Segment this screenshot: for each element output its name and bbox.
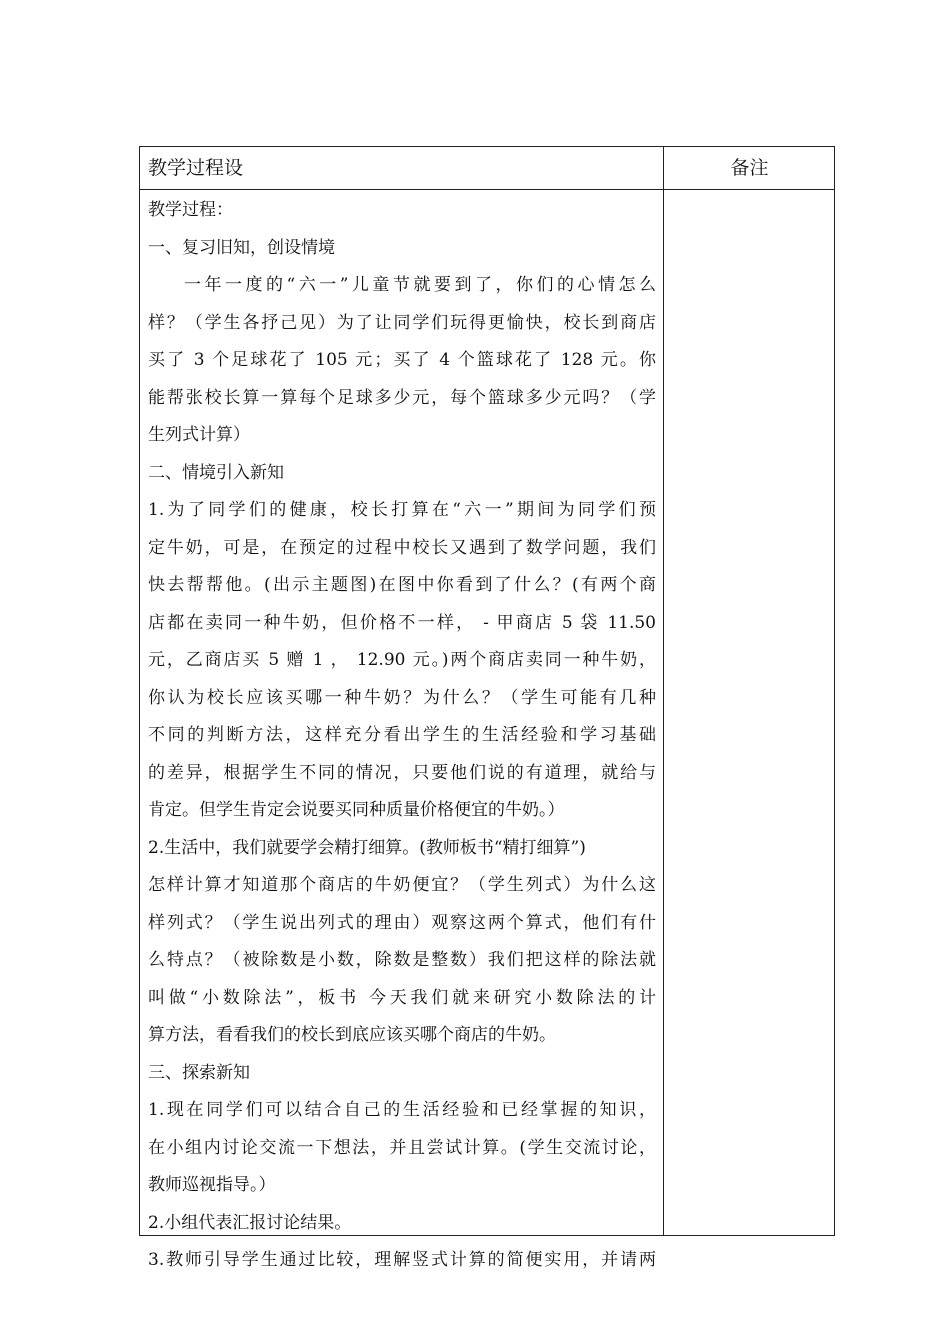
header-teaching-process: 教学过程设: [148, 157, 244, 179]
text-line: 教师巡视指导。）: [148, 1175, 276, 1195]
text-line: 在小组内讨论交流一下想法，并且尝试计算。(学生交流讨论，: [148, 1137, 656, 1158]
text-line: 么特点？（被除数是小数，除数是整数）我们把这样的除法就: [148, 950, 656, 970]
text-line: 一年一度的“六一”儿童节就要到了，你们的心情怎么: [184, 275, 656, 295]
text-line: 的差异，根据学生不同的情况，只要他们说的有道理，就给与: [148, 762, 656, 783]
text-line: 生列式计算）: [148, 425, 250, 445]
section-heading: 三、探索新知: [148, 1062, 250, 1083]
text-line: 元，乙商店买 5 赠 1 ， 12.90 元。)两个商店卖同一种牛奶，: [148, 650, 656, 670]
teaching-process-cell: [148, 192, 656, 1280]
text-line: 1.现在同学们可以结合自己的生活经验和已经掌握的知识，: [148, 1100, 656, 1120]
section-heading: 二、情境引入新知: [148, 462, 284, 483]
text-line: 3.教师引导学生通过比较，理解竖式计算的简便实用，并请两: [148, 1250, 656, 1270]
text-line: 你认为校长应该买哪一种牛奶？为什么？（学生可能有几种: [148, 687, 656, 708]
lesson-plan-table: [139, 146, 835, 1270]
text-line: 不同的判断方法，这样充分看出学生的生活经验和学习基础: [148, 725, 656, 745]
text-line: 快去帮帮他。(出示主题图)在图中你看到了什么？(有两个商: [148, 575, 656, 595]
header-remarks: 备注: [730, 157, 769, 179]
text-line: 1.为了同学们的健康，校长打算在“六一”期间为同学们预: [148, 500, 656, 520]
text-line: 2.生活中，我们就要学会精打细算。(教师板书“精打细算”): [148, 837, 586, 858]
text-line: 能帮张校长算一算每个足球多少元，每个篮球多少元吗？（学: [148, 387, 656, 408]
text-line: 店都在卖同一种牛奶，但价格不一样， - 甲商店 5 袋 11.50: [148, 612, 656, 633]
text-line: 算方法，看看我们的校长到底应该买哪个商店的牛奶。: [148, 1025, 556, 1045]
remarks-cell: [664, 190, 834, 1235]
section-heading: 一、复习旧知，创设情境: [148, 237, 335, 258]
table-header-row: [140, 147, 834, 190]
text-line: 2.小组代表汇报讨论结果。: [148, 1212, 352, 1233]
text-line: 样列式？（学生说出列式的理由）观察这两个算式，他们有什: [148, 912, 656, 933]
text-line: 叫做“小数除法”，板书 今天我们就来研究小数除法的计: [148, 987, 656, 1008]
text-line: 肯定。但学生肯定会说要买同种质量价格便宜的牛奶。）: [148, 800, 565, 820]
text-line: 定牛奶，可是，在预定的过程中校长又遇到了数学问题，我们: [148, 537, 656, 558]
text-line: 样？（学生各抒己见）为了让同学们玩得更愉快，校长到商店: [148, 312, 656, 333]
text-line: 教学过程：: [148, 200, 233, 220]
text-line: 怎样计算才知道那个商店的牛奶便宜？（学生列式）为什么这: [148, 875, 656, 895]
text-line: 买了 3 个足球花了 105 元；买了 4 个篮球花了 128 元。你: [148, 350, 656, 370]
